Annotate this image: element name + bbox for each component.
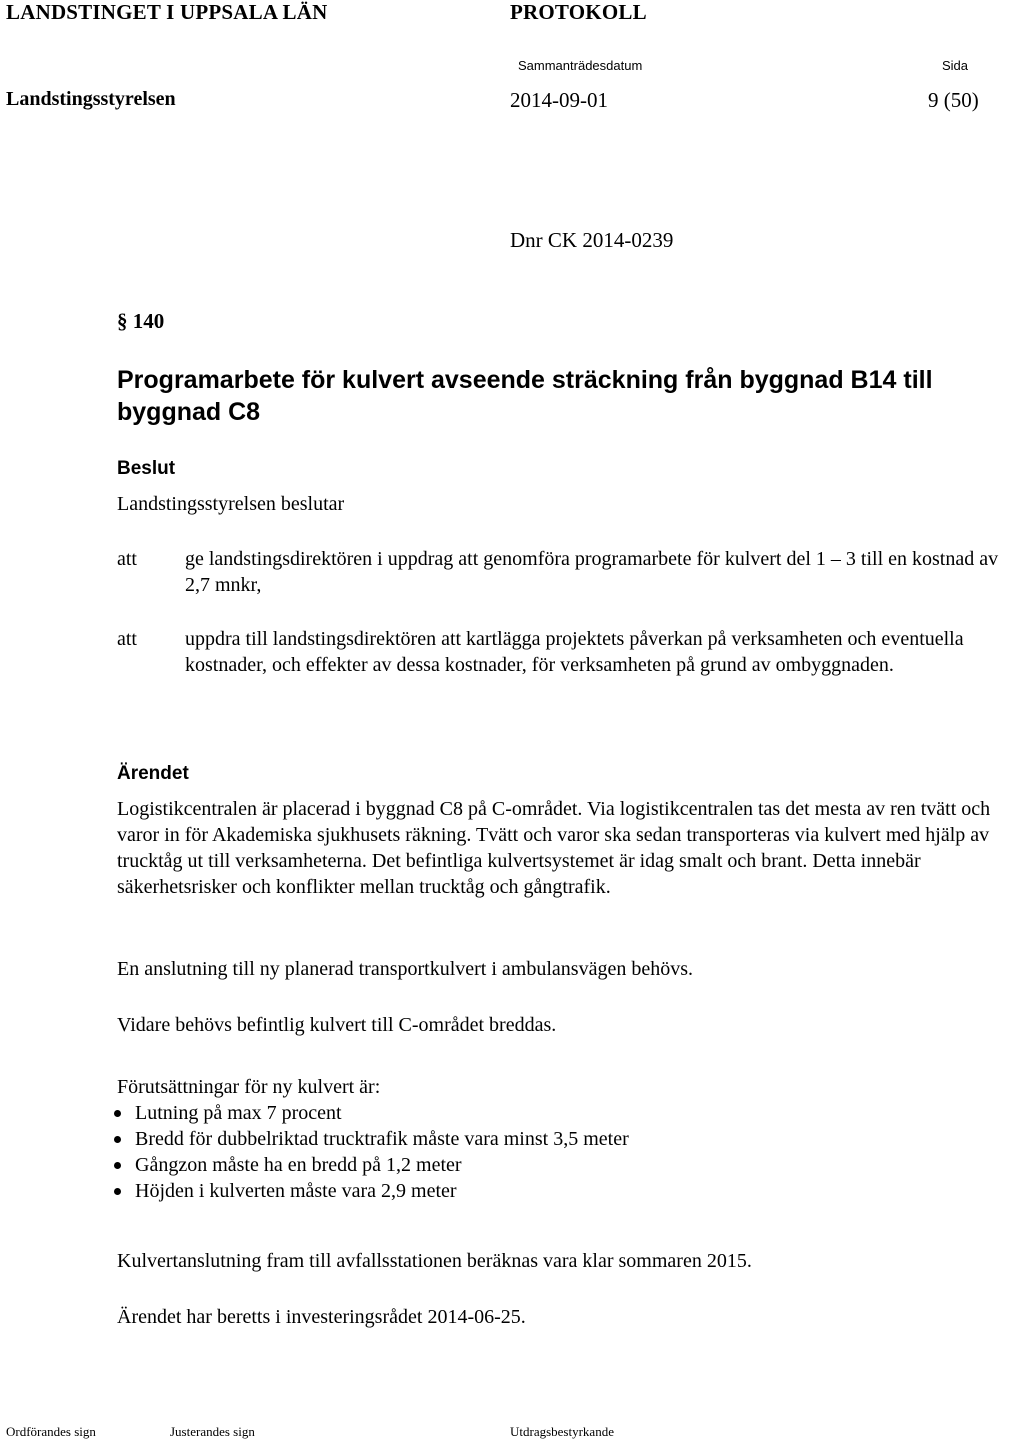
decision-heading: Beslut bbox=[117, 458, 176, 479]
decision-intro: Landstingsstyrelsen beslutar bbox=[117, 493, 345, 515]
decision-item bbox=[117, 546, 1024, 598]
chair-signature-label: Ordförandes sign bbox=[6, 1424, 96, 1439]
matter-paragraph: Logistikcentralen är placerad i byggnad C8 på C-området. Via logistikcentralen tas det mesta av ren tvätt och varor in för Akademiska sjukhusets räkning. Tvätt och varor ska sedan transporteras via kulvert med hjälp av trucktåg ut till verksamheterna. Det befintliga kulvertsystemet är idag smalt och brant. Detta innebär säkerhetsrisker och konflikter mellan trucktåg och gångtrafik. bbox=[117, 798, 991, 898]
decision-text: ge landstingsdirektören i uppdrag att genomföra programarbete för kulvert del 1 – 3 till en kostnad av 2,7 mnkr, bbox=[185, 548, 999, 596]
registration-number: Dnr CK 2014-0239 bbox=[510, 228, 674, 252]
adjuster-signature-label: Justerandes sign bbox=[170, 1424, 255, 1439]
matter-paragraph: Vidare behövs befintlig kulvert till C-området breddas. bbox=[117, 1014, 557, 1036]
matter-heading: Ärendet bbox=[117, 763, 189, 784]
matter-paragraph: En anslutning till ny planerad transportkulvert i ambulansvägen behövs. bbox=[117, 958, 693, 980]
decision-text: uppdra till landstingsdirektören att kartlägga projektets påverkan på verksamheten och eventuella kostnader, och effekter av dessa kostnader, för verksamheten på grund av ombyggnaden. bbox=[185, 628, 964, 676]
extract-verification-label: Utdragsbestyrkande bbox=[510, 1424, 614, 1439]
section-number: § 140 bbox=[117, 309, 165, 333]
requirements-intro: Förutsättningar för ny kulvert är: bbox=[117, 1076, 381, 1098]
organization-name: LANDSTINGET I UPPSALA LÄN bbox=[6, 0, 328, 24]
page-title: Programarbete för kulvert avseende sträckning från byggnad B14 till byggnad C8 bbox=[117, 366, 933, 426]
page-number: 9 (50) bbox=[928, 88, 979, 112]
document-type: PROTOKOLL bbox=[510, 0, 647, 24]
list-item: Lutning på max 7 procent bbox=[114, 1100, 629, 1126]
list-item: Bredd för dubbelriktad trucktrafik måste vara minst 3,5 meter bbox=[114, 1126, 629, 1152]
list-item: Gångzon måste ha en bredd på 1,2 meter bbox=[114, 1152, 629, 1178]
decision-keyword: att bbox=[117, 548, 137, 570]
meeting-date-label: Sammanträdesdatum bbox=[518, 58, 643, 73]
board-name: Landstingsstyrelsen bbox=[6, 88, 176, 110]
decision-item bbox=[117, 626, 1024, 678]
matter-paragraph: Kulvertanslutning fram till avfallsstationen beräknas vara klar sommaren 2015. bbox=[117, 1250, 752, 1272]
page-label: Sida bbox=[942, 58, 969, 73]
list-item: Höjden i kulverten måste vara 2,9 meter bbox=[114, 1178, 629, 1204]
requirements-list bbox=[114, 1100, 629, 1204]
decision-keyword: att bbox=[117, 628, 137, 650]
matter-paragraph: Ärendet har beretts i investeringsrådet 2014-06-25. bbox=[117, 1306, 526, 1328]
meeting-date: 2014-09-01 bbox=[510, 88, 608, 112]
